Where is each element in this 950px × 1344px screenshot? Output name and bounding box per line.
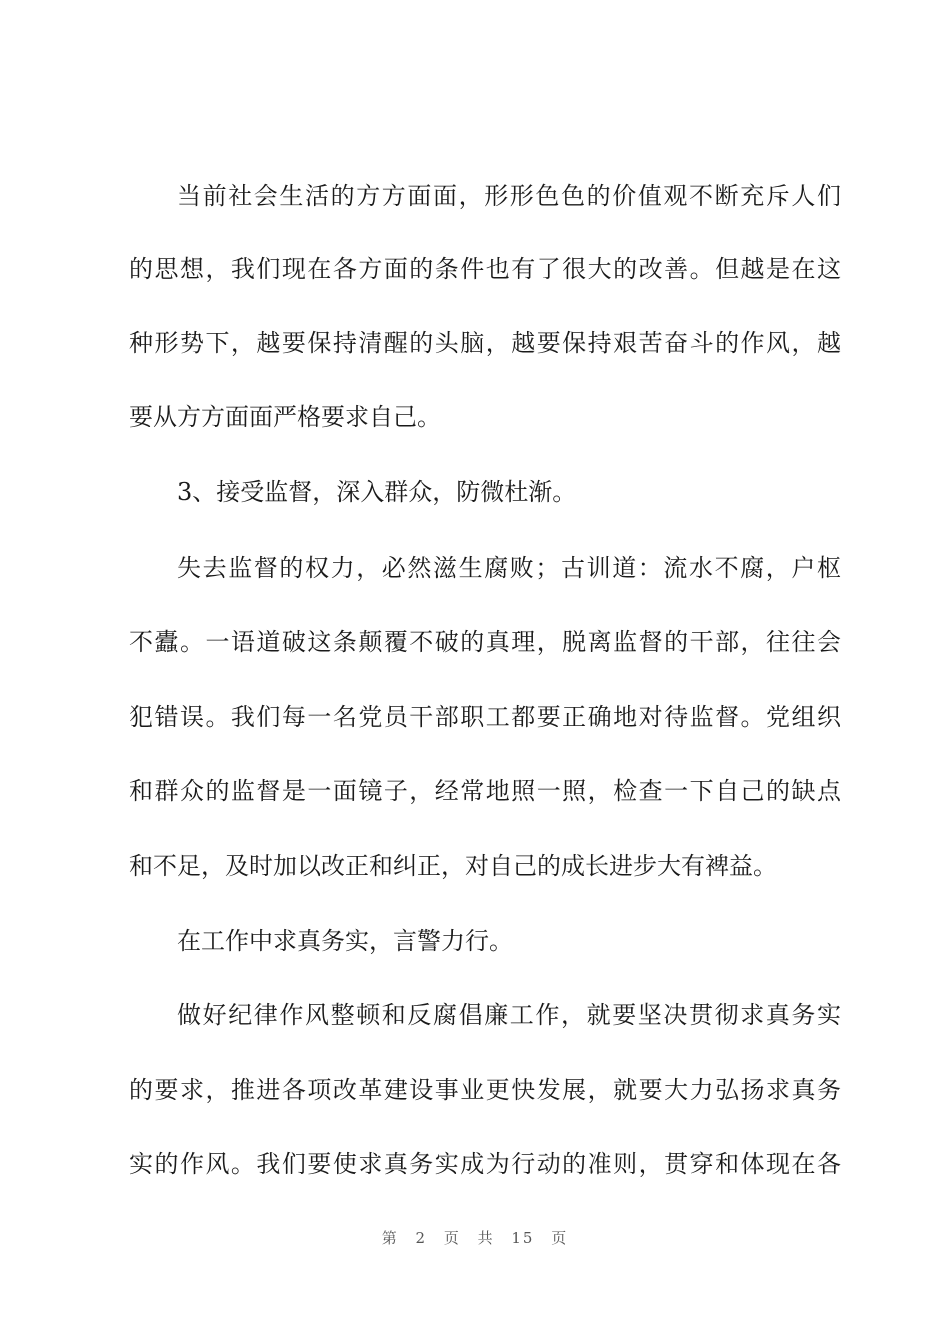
paragraph-3-line-3: 犯错误。我们每一名党员干部职工都要正确地对待监督。党组织 bbox=[129, 703, 841, 731]
paragraph-1-line-4: 要从方方面面严格要求自己。 bbox=[129, 403, 441, 431]
section-heading-work: 在工作中求真务实，言警力行。 bbox=[177, 927, 513, 955]
paragraph-1-line-2: 的思想，我们现在各方面的条件也有了很大的改善。但越是在这 bbox=[129, 255, 841, 283]
paragraph-5-line-2: 的要求，推进各项改革建设事业更快发展，就要大力弘扬求真务 bbox=[129, 1076, 841, 1104]
paragraph-3-line-4: 和群众的监督是一面镜子，经常地照一照，检查一下自己的缺点 bbox=[129, 777, 841, 805]
paragraph-5-line-3: 实的作风。我们要使求真务实成为行动的准则，贯穿和体现在各 bbox=[129, 1150, 841, 1178]
paragraph-1-line-3: 种形势下，越要保持清醒的头脑，越要保持艰苦奋斗的作风，越 bbox=[129, 329, 841, 357]
paragraph-3-line-5: 和不足，及时加以改正和纠正，对自己的成长进步大有裨益。 bbox=[129, 852, 777, 880]
paragraph-1-line-1: 当前社会生活的方方面面，形形色色的价值观不断充斥人们 bbox=[177, 182, 841, 210]
paragraph-3-line-1: 失去监督的权力，必然滋生腐败；古训道：流水不腐，户枢 bbox=[177, 554, 841, 582]
paragraph-5-line-1: 做好纪律作风整顿和反腐倡廉工作，就要坚决贯彻求真务实 bbox=[177, 1001, 841, 1029]
paragraph-3-line-2: 不蠹。一语道破这条颠覆不破的真理，脱离监督的干部，往往会 bbox=[129, 628, 841, 656]
section-heading-3: 3、接受监督，深入群众，防微杜渐。 bbox=[177, 478, 577, 506]
page-number-footer: 第 2 页 共 15 页 bbox=[381, 1229, 569, 1247]
